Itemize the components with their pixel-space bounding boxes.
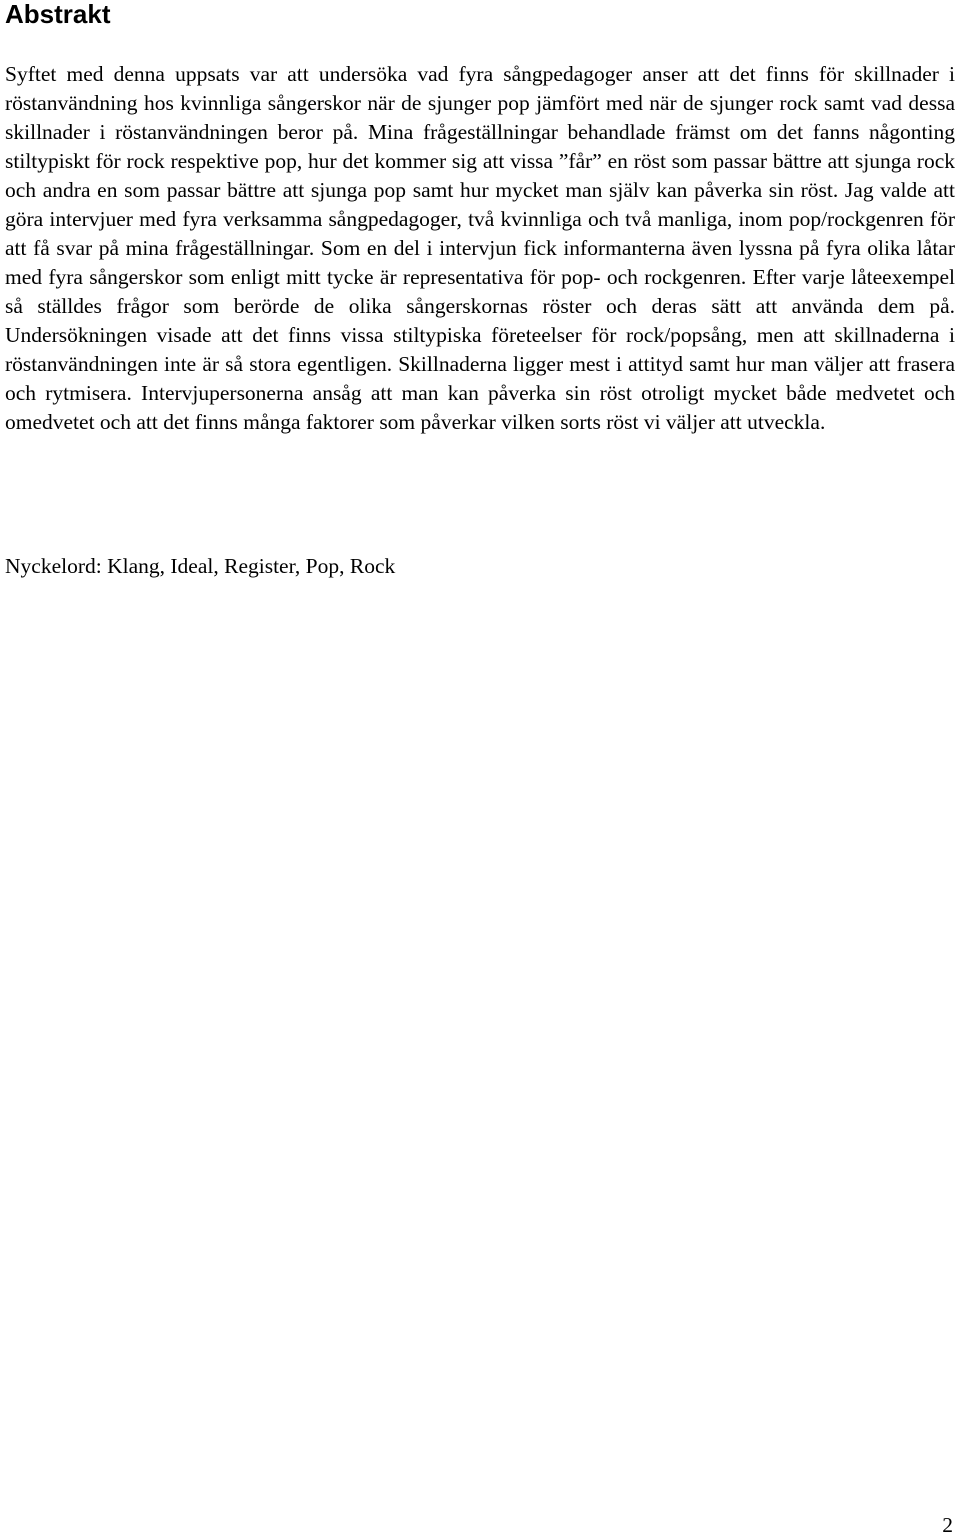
keywords-line: Nyckelord: Klang, Ideal, Register, Pop, Rock	[5, 554, 396, 578]
abstract-paragraph: Syftet med denna uppsats var att undersöka vad fyra sångpedagoger anser att det finns för skillnader i röstanvändning hos kvinnliga sångerskor när de sjunger pop jämfört med när de sjunger rock samt vad dessa skillnader i röstanvändningen beror på. Mina frågeställningar behandlade främst om det fanns någonting stiltypiskt för rock respektive pop, hur det kommer sig att vissa ”får” en röst som passar bättre att sjunga rock och andra en som passar bättre att sjunga pop samt hur mycket man själv kan påverka sin röst. Jag valde att göra intervjuer med fyra verksamma sångpedagoger, två kvinnliga och två manliga, inom pop/rockgenren för att få svar på mina frågeställningar. Som en del i intervjun fick informanterna även lyssna på fyra olika låtar med fyra sångerskor som enligt mitt tycke är representativa för pop- och rockgenren. Efter varje låteexempel så ställdes frågor som berörde de olika sångerskornas röster och deras sätt att använda dem på. Undersökningen visade att det finns vissa stiltypiska företeelser för rock/popsång, men att skillnaderna i röstanvändningen inte är så stora egentligen. Skillnaderna ligger mest i attityd samt hur man väljer att frasera och rytmisera. Intervjupersonerna ansåg att man kan påverka sin röst otroligt mycket både medvetet och omedvetet och att det finns många faktorer som påverkar vilken sorts röst vi väljer att utveckla.	[5, 62, 955, 434]
page-number: 2	[942, 1513, 953, 1537]
section-heading: Abstrakt	[5, 0, 111, 29]
